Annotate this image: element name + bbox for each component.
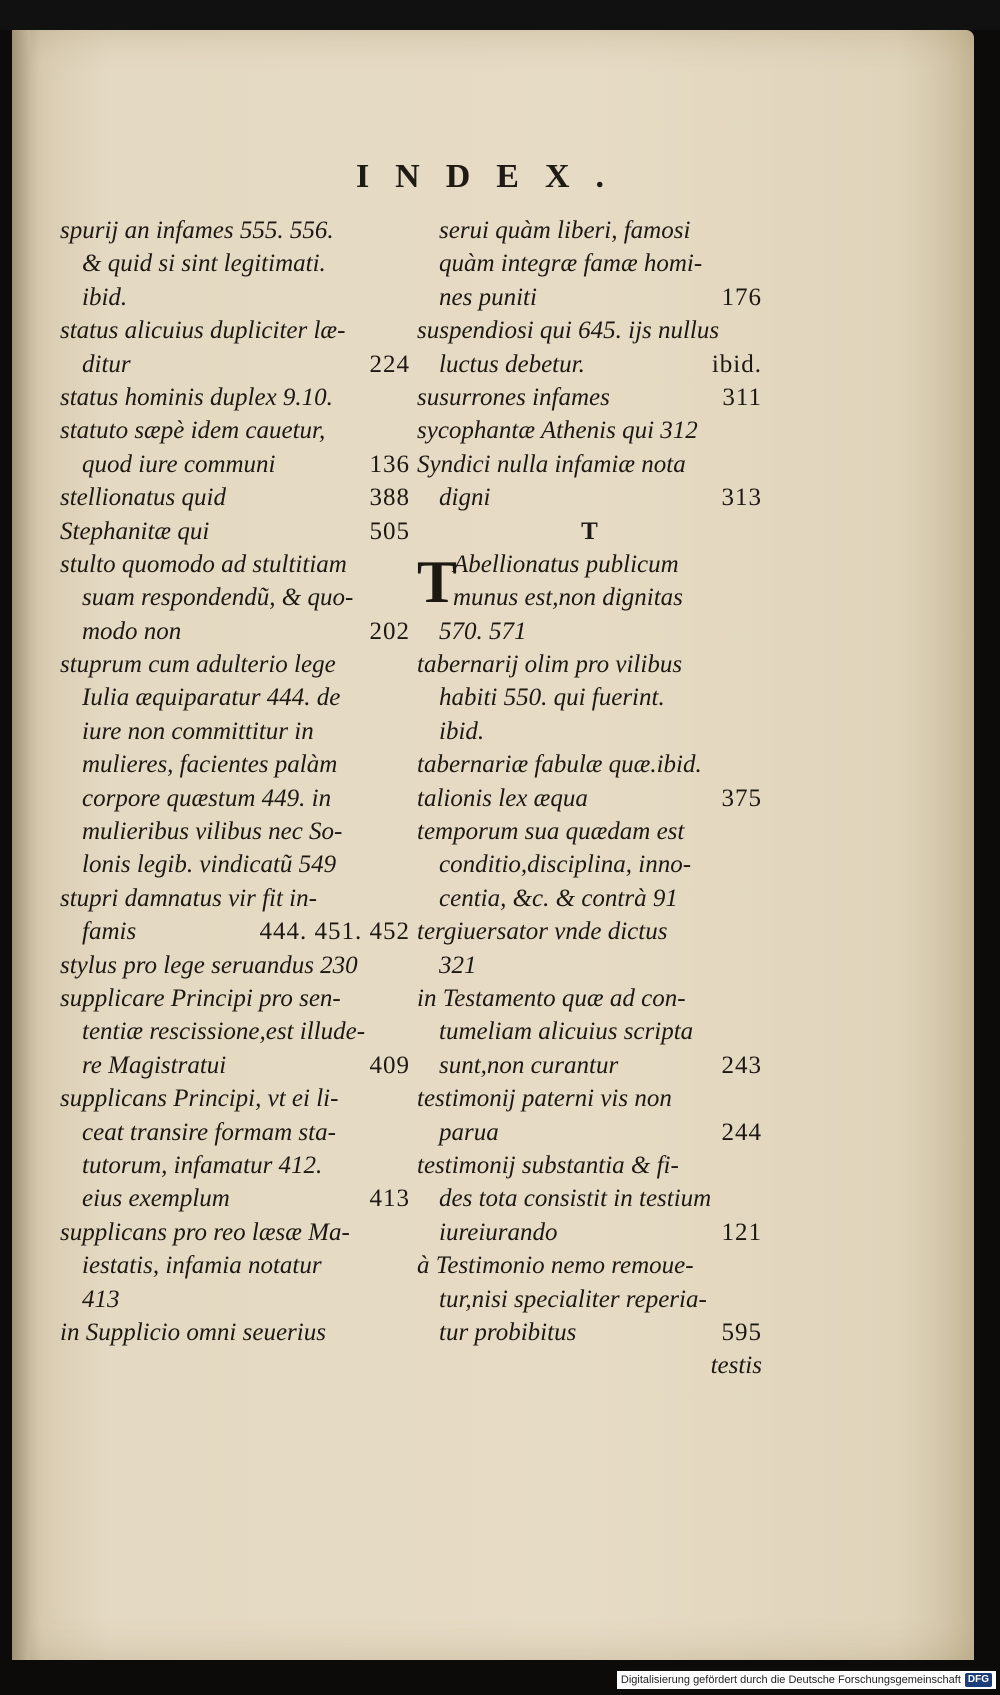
index-line [417, 1049, 762, 1082]
index-line [60, 1316, 410, 1349]
page-reference: 388 [369, 484, 410, 512]
index-line [60, 882, 410, 915]
index-line [417, 681, 762, 714]
dropcap-entry [417, 548, 762, 615]
index-line [60, 715, 410, 748]
index-line [60, 748, 410, 781]
index-line [417, 247, 762, 280]
index-line [417, 1249, 762, 1282]
index-line [417, 381, 762, 414]
index-entry-text: susurrones infames [417, 383, 610, 411]
page-reference: 243 [721, 1051, 762, 1079]
index-entry-text: modo non [82, 617, 182, 645]
index-entry-text: tabernariæ fabulæ quæ.ibid. [417, 751, 702, 779]
index-entry-text: suam respondendũ, & quo- [82, 584, 354, 612]
index-entry-text: Iulia æquiparatur 444. de [82, 684, 341, 712]
index-entry-text: tabernarij olim pro vilibus [417, 651, 683, 679]
index-line [60, 681, 410, 714]
index-entry-text: Stephanitæ qui [60, 517, 210, 545]
index-line [417, 1015, 762, 1048]
index-entry-text: tur,nisi specialiter reperia- [439, 1285, 707, 1313]
page-reference: 202 [369, 617, 410, 645]
index-line [60, 281, 410, 314]
scan-border-top [0, 0, 1000, 30]
index-column-right [417, 214, 762, 1383]
index-entry-text: spurij an infames 555. 556. [60, 217, 334, 244]
index-line [417, 448, 762, 481]
index-line [60, 1182, 410, 1215]
index-entry-text: stylus pro lege seruandus 230 [60, 951, 358, 979]
index-entry-text: nes puniti [439, 283, 537, 311]
index-entry-text: stellionatus quid [60, 484, 226, 512]
index-entry-text: supplicare Principi pro sen- [60, 984, 341, 1012]
index-entry-text: testimonij paterni vis non [417, 1085, 672, 1113]
index-entry-text: iure non committitur in [82, 717, 314, 745]
index-line [60, 982, 410, 1015]
index-line [60, 314, 410, 347]
index-entry-text: centia, &c. & contrà 91 [439, 884, 678, 912]
index-entry-text: tergiuersator vnde dictus [417, 918, 668, 946]
index-entry-text: suspendiosi qui 645. ijs nullus [417, 317, 720, 345]
index-line [60, 949, 410, 982]
catchword: testis [710, 1352, 762, 1380]
index-line: munus est,non dignitas [453, 584, 683, 612]
index-entry-text: status alicuius dupliciter læ- [60, 317, 346, 345]
digitization-credit [617, 1671, 996, 1689]
page-reference: 244 [721, 1118, 762, 1146]
index-entry-text: luctus debetur. [439, 350, 585, 378]
index-entry-text: in Supplicio omni seuerius [60, 1318, 326, 1346]
index-entry-text: talionis lex æqua [417, 784, 588, 812]
index-line [417, 1283, 762, 1316]
index-line [417, 414, 762, 447]
index-entry-text: quàm integræ famæ homi- [439, 250, 703, 278]
index-line [60, 414, 410, 447]
index-line [417, 1316, 762, 1349]
index-line [60, 648, 410, 681]
index-entry-text: tentiæ rescissione,est illude- [82, 1018, 366, 1046]
index-line [417, 1116, 762, 1149]
index-entry-text: 321 [439, 951, 477, 979]
index-line [60, 848, 410, 881]
index-line [60, 782, 410, 815]
index-line [417, 281, 762, 314]
dfg-logo: DFG [965, 1673, 992, 1687]
index-line [60, 481, 410, 514]
index-entry-text: digni [439, 484, 491, 512]
page-reference: 444. 451. 452 [259, 918, 410, 946]
page-reference: 595 [721, 1318, 762, 1346]
index-entry-text: habiti 550. qui fuerint. [439, 684, 665, 712]
index-entry-text: re Magistratui [82, 1051, 227, 1079]
index-entry-text: iestatis, infamia notatur [82, 1252, 322, 1280]
index-line [60, 548, 410, 581]
index-line [417, 348, 762, 381]
index-line [417, 1216, 762, 1249]
index-entry-text: ibid. [82, 283, 128, 311]
index-entry-text: testimonij substantia & fi- [417, 1151, 679, 1179]
page-reference: 413 [369, 1185, 410, 1213]
index-entry-text: in Testamento quæ ad con- [417, 985, 686, 1012]
index-entry-text: sycophantæ Athenis qui 312 [417, 417, 698, 445]
page-reference: 409 [369, 1051, 410, 1079]
index-line [417, 915, 762, 948]
index-line [60, 515, 410, 548]
index-line [60, 615, 410, 648]
index-entry-text: tutorum, infamatur 412. [82, 1151, 323, 1179]
index-entry-text: tur probibitus [439, 1318, 577, 1346]
page-reference: 121 [721, 1218, 762, 1246]
index-line [60, 815, 410, 848]
index-line [60, 381, 410, 414]
page-header: INDEX. [355, 158, 631, 195]
index-line [417, 615, 762, 648]
index-line [60, 1082, 410, 1115]
index-line [417, 982, 762, 1015]
page-reference: 176 [721, 283, 762, 311]
index-line [60, 448, 410, 481]
index-entry-text: stupri damnatus vir fit in- [60, 884, 317, 912]
index-entry-text: temporum sua quædam est [417, 818, 685, 846]
index-entry-text: eius exemplum [82, 1185, 230, 1213]
index-entry-text: stulto quomodo ad stultitiam [60, 550, 347, 578]
book-page [12, 30, 974, 1660]
index-entry-text: famis [82, 918, 137, 946]
index-entry-text: & quid si sint legitimati. [82, 250, 326, 278]
index-line [417, 1082, 762, 1115]
index-line [60, 1049, 410, 1082]
index-entry-text: corpore quæstum 449. in [82, 784, 332, 812]
index-column-left [60, 214, 410, 1349]
page-reference: 313 [721, 484, 762, 512]
index-entry-text: parua [439, 1118, 499, 1146]
page-reference: 375 [721, 784, 762, 812]
index-entry-text: iureiurando [439, 1218, 558, 1246]
index-line [60, 247, 410, 280]
index-entry-text: 413 [82, 1285, 120, 1313]
index-line: Abellionatus publicum [453, 550, 679, 578]
page-reference: 311 [722, 383, 762, 411]
index-line [60, 1249, 410, 1282]
index-entry-text: conditio,disciplina, inno- [439, 851, 692, 879]
dropcap-letter: T [417, 548, 458, 615]
index-entry-text: des tota consistit in testium [439, 1185, 712, 1213]
index-entry-text: serui quàm liberi, famosi [439, 217, 691, 244]
index-entry-text: mulieres, facientes palàm [82, 751, 338, 779]
index-line [417, 882, 762, 915]
index-entry-text: ceat transire formam sta- [82, 1118, 336, 1146]
index-line [417, 314, 762, 347]
index-entry-text: stuprum cum adulterio lege [60, 651, 336, 679]
index-line [60, 1216, 410, 1249]
index-line [60, 1149, 410, 1182]
index-entry-text: mulieribus vilibus nec So- [82, 818, 343, 846]
index-line [417, 815, 762, 848]
index-entry-text: statuto sæpè idem cauetur, [60, 417, 326, 445]
page-gutter-edge [12, 30, 30, 1660]
page-reference: 136 [369, 450, 410, 478]
index-line [60, 214, 410, 247]
index-line [417, 1182, 762, 1215]
index-line [417, 782, 762, 815]
index-line [417, 715, 762, 748]
section-letter-heading: T [581, 517, 598, 545]
index-line [417, 481, 762, 514]
index-line [60, 1015, 410, 1048]
index-line [60, 1116, 410, 1149]
index-entry-text: quod iure communi [82, 450, 276, 478]
index-line [60, 1283, 410, 1316]
page-reference: 224 [369, 350, 410, 378]
index-entry-text: supplicans pro reo læsæ Ma- [60, 1218, 350, 1246]
index-line [60, 581, 410, 614]
index-line [417, 214, 762, 247]
credit-text: Digitalisierung gefördert durch die Deutsche Forschungsgemeinschaft [620, 1674, 961, 1686]
index-entry-text: supplicans Principi, vt ei li- [60, 1085, 339, 1113]
page-reference: ibid. [711, 350, 762, 378]
index-entry-text: ibid. [439, 717, 485, 745]
index-entry-text: lonis legib. vindicatũ 549 [82, 851, 337, 879]
index-entry-text: sunt,non curantur [439, 1051, 619, 1079]
index-line [417, 1149, 762, 1182]
index-line [417, 748, 762, 781]
index-entry-text: status hominis duplex 9.10. [60, 383, 333, 411]
index-entry-text: à Testimonio nemo remoue- [417, 1252, 694, 1280]
index-line [417, 648, 762, 681]
index-line [60, 348, 410, 381]
index-entry-text: 570. 571 [439, 617, 527, 645]
index-line [417, 848, 762, 881]
index-line [417, 949, 762, 982]
index-entry-text: Syndici nulla infamiæ nota [417, 450, 686, 478]
index-entry-text: tumeliam alicuius scripta [439, 1018, 694, 1046]
index-line [60, 915, 410, 948]
index-entry-text: ditur [82, 350, 131, 378]
page-reference: 505 [369, 517, 410, 545]
